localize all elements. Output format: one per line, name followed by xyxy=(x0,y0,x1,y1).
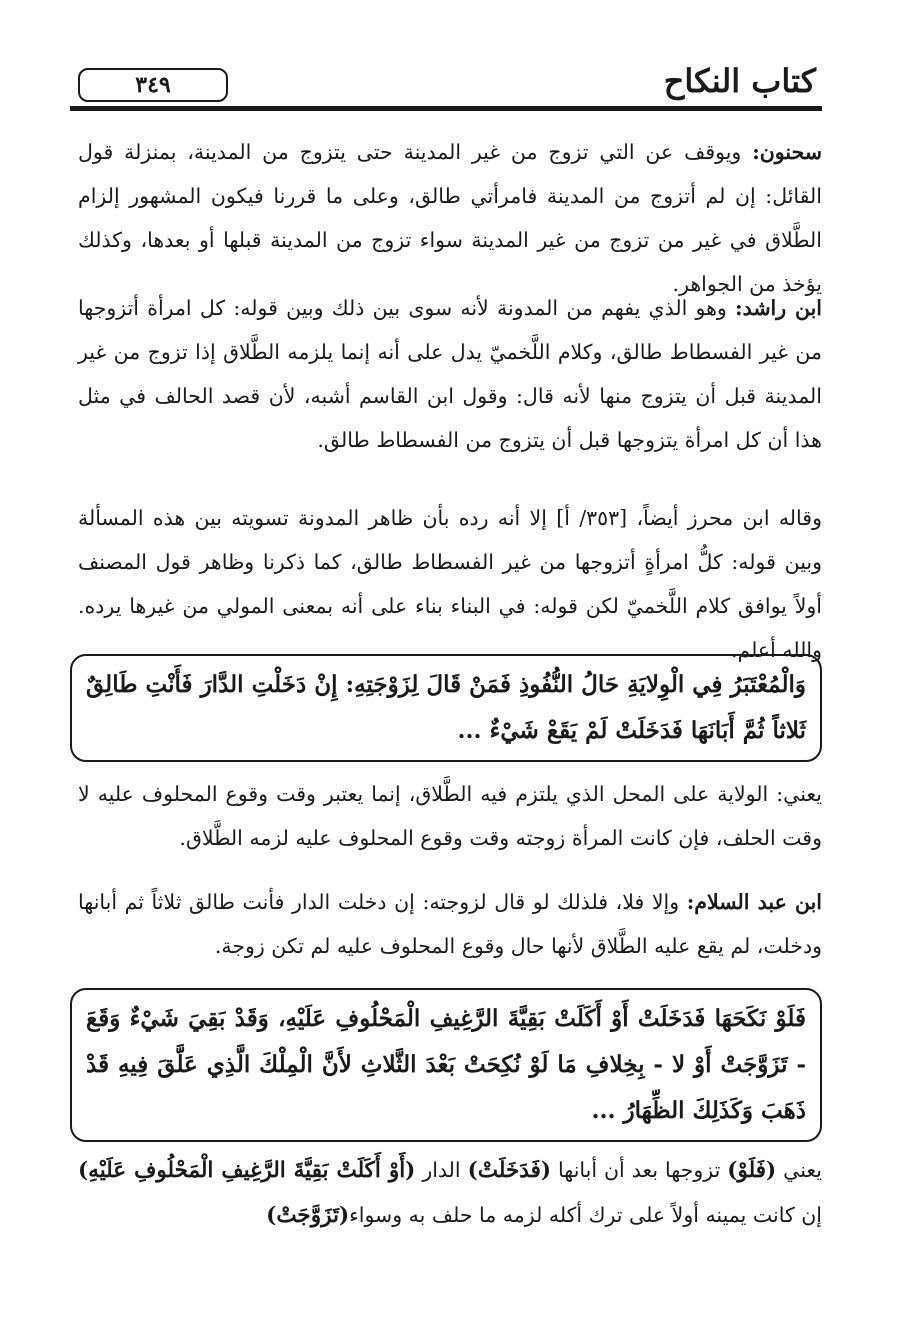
text-segment: الدار xyxy=(415,1158,468,1182)
paragraph-ibn-abd-al-salam xyxy=(78,880,822,968)
text-segment: يعني xyxy=(776,1158,822,1182)
header-rule xyxy=(70,106,822,111)
paragraph-ibn-muhriz xyxy=(78,496,822,672)
text-segment: إن كانت يمينه أولاً على ترك أكله لزمه ما حلف به وسواء xyxy=(349,1203,822,1227)
page-number: ٣٤٩ xyxy=(78,68,228,102)
paragraph-text: وقاله ابن محرز أيضاً، [٣٥٣/ أ] إلا أنه رده بأن ظاهر المدونة تسويته بين هذه المسألة وبين قوله: كلُّ امرأةٍ أتزوجها من غير الفسطاط طالق، كما ذكرنا وظاهر قول المصنف أولاً يوافق كلام اللَّخميّ لكن قوله: في البناء بناء على أنه بمعنى المولي من غيرها يرده. والله أعلم. xyxy=(78,506,822,662)
matn-box-2: فَلَوْ نَكَحَهَا فَدَخَلَتْ أَوْ أَكَلَتْ بَقِيَّةَ الرَّغِيفِ الْمَحْلُوفِ عَلَيْهِ، وَقَدْ بَقِيَ شَيْءٌ وَقَعَ - تَزَوَّجَتْ أَوْ لا - بِخِلافِ مَا لَوْ نُكِحَتْ بَعْدَ الثَّلاثِ لأَنَّ الْمِلْكَ الَّذِي عَلَّقَ فِيهِ قَدْ ذَهَبَ وَكَذَلِكَ الظِّهَارُ ... xyxy=(70,988,822,1142)
speaker-name: ابن عبد السلام: xyxy=(686,890,823,914)
paragraph-ibn-rashid xyxy=(78,286,822,462)
matn-box-1: وَالْمُعْتَبَرُ فِي الْوِلايَةِ حَالُ النُّفُوذِ فَمَنْ قَالَ لِزَوْجَتِهِ: إِنْ دَخَلْتِ الدَّارَ فَأَنْتِ طَالِقٌ ثَلاثاً ثُمَّ أَبَانَهَا فَدَخَلَتْ لَمْ يَقَعْ شَيْءٌ ... xyxy=(70,654,822,762)
text-segment: تزوجها بعد أن أبانها xyxy=(551,1158,728,1182)
speaker-name: ابن راشد: xyxy=(735,296,822,320)
paragraph-sahnun xyxy=(78,130,822,306)
paragraph-commentary xyxy=(78,1148,822,1238)
paragraph-text: وهو الذي يفهم من المدونة لأنه سوى بين ذلك وبين قوله: كل امرأة أتزوجها من غير الفسطاط طالق، وكلام اللَّخميّ يدل على أنه إنما يلزمه الطَّلاق إذا تزوج من غير المدينة قبل أن يتزوج منها لأنه قال: وقول ابن القاسم أشبه، لأن قصد الحالف في مثل هذا أن كل امرأة يتزوجها قبل أن يتزوج من الفسطاط طالق. xyxy=(78,296,822,452)
paragraph-explanation xyxy=(78,772,822,860)
paragraph-text: يعني: الولاية على المحل الذي يلتزم فيه الطَّلاق، إنما يعتبر وقت وقوع المحلوف عليه لا وقت الحلف، فإن كانت المرأة زوجته وقت وقوع المحلوف عليه لزمه الطَّلاق. xyxy=(78,782,822,850)
quoted-matn: (أَوْ أَكَلَتْ بَقِيَّةَ الرَّغِيفِ الْمَحْلُوفِ عَلَيْهِ) xyxy=(78,1158,416,1183)
page-header xyxy=(70,60,822,110)
paragraph-text: وإلا فلا، فلذلك لو قال لزوجته: إن دخلت الدار فأنت طالق ثلاثاً ثم أبانها ودخلت، لم يقع عليه الطَّلاق لأنها حال وقوع المحلوف عليه لم تكن زوجة. xyxy=(78,890,822,958)
speaker-name: سحنون: xyxy=(752,140,822,164)
book-title: كتاب النكاح xyxy=(663,62,816,100)
quoted-matn: (فَلَوْ) xyxy=(727,1158,777,1183)
quoted-matn: (تَزَوَّجَتْ) xyxy=(266,1203,350,1228)
quoted-matn: (فَدَخَلَتْ) xyxy=(467,1158,552,1183)
paragraph-text: ويوقف عن التي تزوج من غير المدينة حتى يتزوج من المدينة، بمنزلة قول القائل: إن لم أتزوج من المدينة فامرأتي طالق، وعلى ما قررنا فيكون المشهور إلزام الطَّلاق في غير من تزوج من غير المدينة سواء تزوج من المدينة قبلها أو بعدها، وكذلك يؤخذ من الجواهر. xyxy=(78,140,822,296)
